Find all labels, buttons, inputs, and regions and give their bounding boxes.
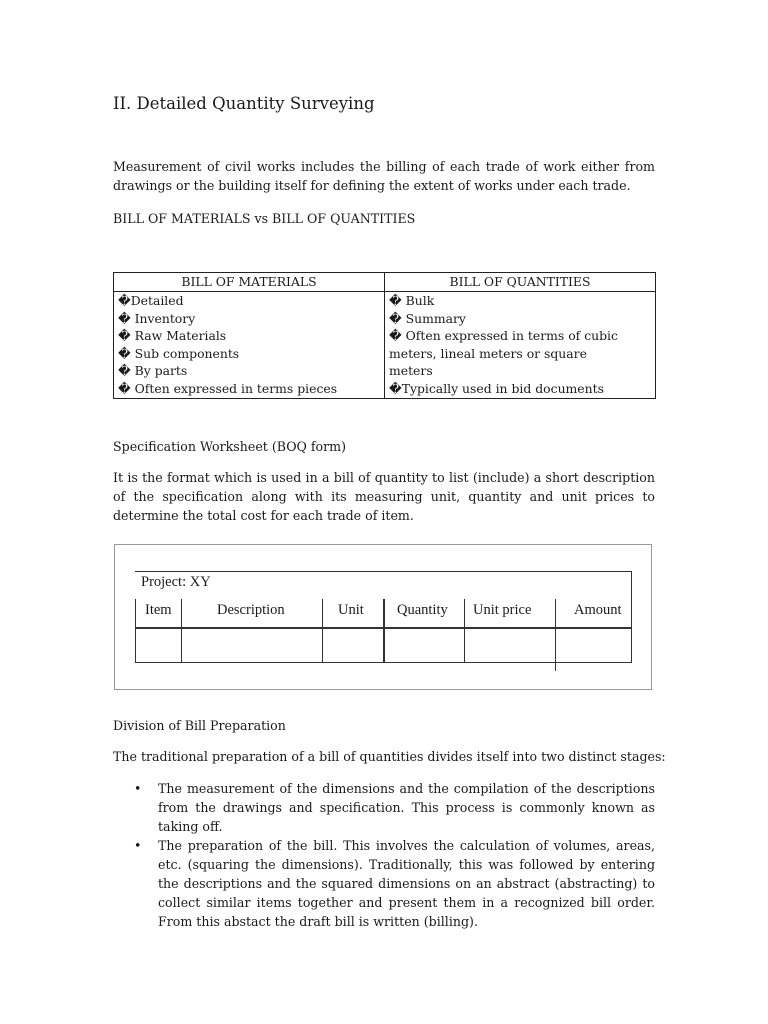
comparison-table [113,272,656,399]
quantities-item: � Often expressed in terms of cubic [389,328,618,344]
comparison-header-row [114,273,656,292]
boq-col-unit: Unit [338,602,364,618]
boq-project-label: Project: XY [141,574,211,590]
materials-item: � Often expressed in terms pieces [118,380,338,396]
materials-item: �Detailed [118,293,184,308]
quantities-item: �Typically used in bid documents [389,380,604,396]
boq-col-description: Description [217,602,285,618]
list-item [113,836,655,931]
spec-title: Specification Worksheet (BOQ form) [113,439,347,454]
boq-form-figure [114,544,652,690]
quantities-item: � Bulk [389,293,435,308]
materials-cell [114,292,385,399]
quantities-header: BILL OF QUANTITIES [385,273,656,292]
quantities-item: � Summary [389,310,466,326]
boq-col-quantity: Quantity [397,602,448,618]
bullet-marker: • [134,838,142,853]
quantities-cell [385,292,656,399]
boq-col-unit-price: Unit price [473,602,532,618]
quantities-item: meters [389,363,433,379]
quantities-item: meters, lineal meters or square [389,345,587,361]
boq-col-item: Item [145,602,172,618]
materials-item: � Sub components [118,345,240,361]
materials-header: BILL OF MATERIALS [114,273,385,292]
list-item-text: The measurement of the dimensions and the compilation of the descriptions from the drawings and specification. This process is commonly known as taking off. [158,781,655,834]
comparison-title: BILL OF MATERIALS vs BILL OF QUANTITIES [113,211,416,226]
division-intro: The traditional preparation of a bill of quantities divides itself into two distinct stages: [113,749,666,764]
boq-col-amount: Amount [574,602,622,618]
bullet-list [113,779,655,931]
materials-item: � Raw Materials [118,328,227,344]
section-heading: II. Detailed Quantity Surveying [113,94,375,113]
division-title: Division of Bill Preparation [113,718,286,733]
materials-item: � By parts [118,363,188,379]
comparison-body-row [114,292,656,399]
list-item-text: The preparation of the bill. This involves the calculation of volumes, areas, etc. (squaring the dimensions). Traditionally, this was followed by entering the descriptions and the squared dimensions on an abstract (abstracting) to collect similar items together and present them in a recognized bill order. From this abstact the draft bill is written (billing). [158,838,655,929]
spec-paragraph: It is the format which is used in a bill of quantity to list (include) a short description of the specification along with its measuring unit, quantity and unit prices to determine the total cost for each trade of item. [113,470,655,523]
bullet-marker: • [134,781,142,796]
materials-item: � Inventory [118,310,196,326]
list-item [113,779,655,836]
intro-paragraph: Measurement of civil works includes the billing of each trade of work either from drawings or the building itself for defining the extent of works under each trade. [113,159,655,193]
